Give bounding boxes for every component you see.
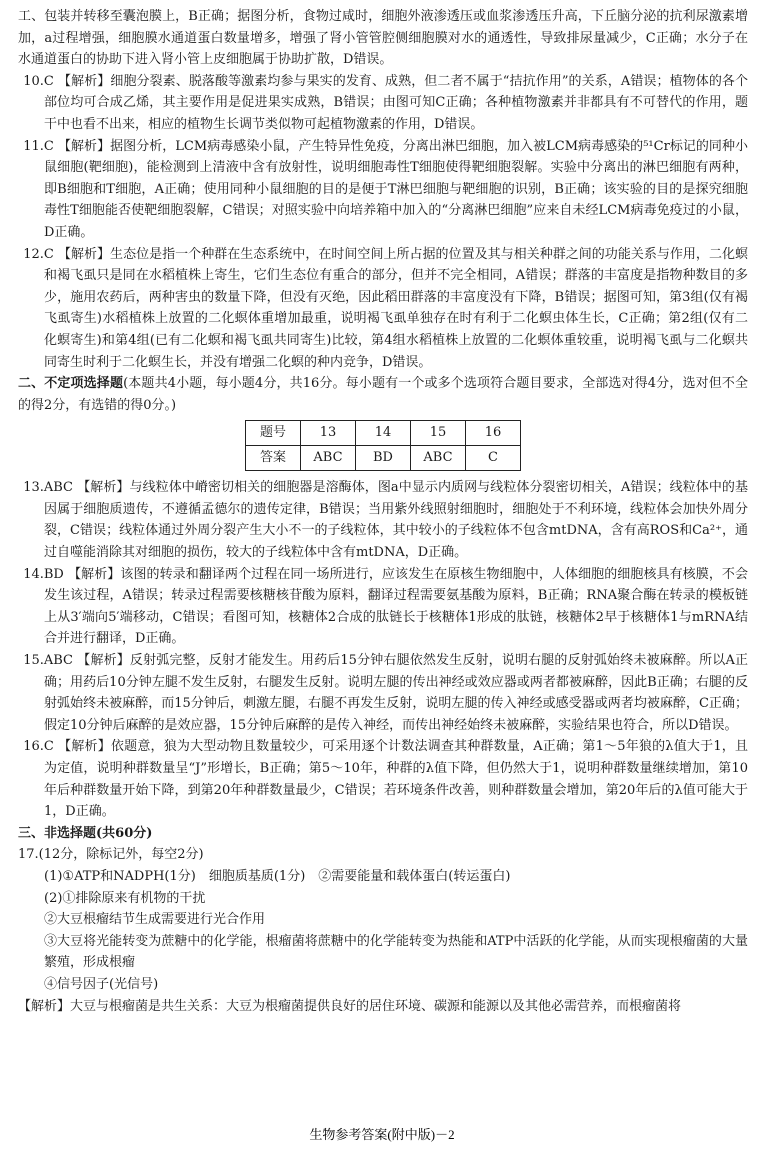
- answer-table-answer: ABC: [301, 446, 356, 471]
- q17-part1: (1)①ATP和NADPH(1分) 细胞质基质(1分) ②需要能量和载体蛋白(转运蛋白): [44, 868, 511, 884]
- para-q9-continued: 工、包装并转移至囊泡膜上，B正确；据图分析，食物过咸时，细胞外液渗透压或血浆渗透压升高，下丘脑分泌的抗利尿激素增加，a过程增强，细胞膜水通道蛋白数量增多，增强了肾小管管腔侧细胞膜对水的通透性，导致排尿量减少，C正确；水分子在水通道蛋白的协助下进入肾小管上皮细胞属于协助扩散，D错误。: [18, 9, 748, 68]
- answer-table-answer: BD: [356, 446, 411, 471]
- section-3-heading: 三、非选择题(共60分): [18, 825, 153, 841]
- q17-part2-3: ③大豆将光能转变为蔗糖中的化学能，根瘤菌将蔗糖中的化学能转变为热能和ATP中活跃的化学能，从而实现根瘤菌的大量繁殖，形成根瘤: [44, 933, 748, 971]
- answer-table-row-numbers: [246, 421, 521, 446]
- para-q14: 14.BD 【解析】该图的转录和翻译两个过程在同一场所进行，应该发生在原核生物细胞中，人体细胞的细胞核具有核膜，不会发生该过程，A错误；转录过程需要核糖核苷酸为原料，翻译过程需要氨基酸为原料，B正确；RNA聚合酶在转录的模板链上从3′端向5′端移动，C错误；看图可知，核糖体2合成的肽链长于核糖体1形成的肽链，核糖体2早于核糖体1与mRNA结合并进行翻译，D正确。: [23, 566, 748, 647]
- para-q16: 16.C 【解析】依题意，狼为大型动物且数量较少，可采用逐个计数法调查其种群数量，A正确；第1～5年狼的λ值大于1，且为定值，说明种群数量呈“J”形增长，B正确；第5～10年，种群的λ值下降，但仍然大于1，说明种群数量继续增加，第10年后种群数量开始下降，到第20年种群数量最少，C错误；若环境条件改善，则种群数量会增加，第20年后的λ值可能大于1，D正确。: [23, 739, 748, 820]
- q17-part2-1: (2)①排除原来有机物的干扰: [44, 890, 206, 906]
- answer-table: [245, 420, 521, 471]
- section-2-heading: [18, 373, 748, 416]
- answer-table-answer-label: 答案: [246, 446, 301, 471]
- q17-part2-2: ②大豆根瘤结节生成需要进行光合作用: [44, 912, 266, 928]
- answer-table-number: 15: [411, 421, 466, 446]
- para-q11: 11.C 【解析】据图分析，LCM病毒感染小鼠，产生特异性免疫，分离出淋巴细胞，加入被LCM病毒感染的⁵¹Cr标记的同种小鼠细胞(靶细胞)，能检测到上清液中含有放射性，说明细胞毒性T细胞使得靶细胞裂解。实验中分离出的淋巴细胞有两种，即B细胞和T细胞，A正确；使用同种小鼠细胞的目的是便于T淋巴细胞与靶细胞的识别，B正确；该实验的目的是探究细胞毒性T细胞能否使靶细胞裂解，C错误；对照实验中向培养箱中加入的“分离淋巴细胞”应来自未经LCM病毒免疫过的小鼠，D正确。: [23, 138, 748, 240]
- answer-table-number: 13: [301, 421, 356, 446]
- q17-part2-4: ④信号因子(光信号): [44, 976, 159, 992]
- answer-table-header-label: 题号: [246, 421, 301, 446]
- para-q12: 12.C 【解析】生态位是指一个种群在生态系统中，在时间空间上所占据的位置及其与相关种群之间的功能关系与作用，二化螟和褐飞虱只是同在水稻植株上寄生，它们生态位有重合的部分，但并不完全相同，A错误；群落的丰富度是指物种数目的多少，施用农药后，两种害虫的数量下降，但没有灭绝，因此稻田群落的丰富度没有下降，B错误；据图可知，第3组(仅有褐飞虱寄生)水稻植株上放置的二化螟体重增加最重，说明褐飞虱单独存在时有利于二化螟虫体生长，C正确；第2组(仅有二化螟寄生)和第4组(已有二化螟和褐飞虱共同寄生)比较，第4组水稻植株上放置的二化螟体重较重，说明褐飞虱与二化螟共同寄生时利于二化螟生长，并没有增强二化螟的种内竞争，D错误。: [23, 246, 748, 370]
- answer-table-number: 14: [356, 421, 411, 446]
- para-q10: 10.C 【解析】细胞分裂素、脱落酸等激素均参与果实的发育、成熟，但二者不属于“拮抗作用”的关系，A错误；植物体的各个部位均可合成乙烯，其主要作用是促进果实成熟，B错误；由图可知C正确；各种植物激素并非都具有不可替代的作用，题干中也看不出来，相应的植物生长调节类似物可起植物激素的作用，D错误。: [23, 73, 748, 132]
- para-q15: 15.ABC 【解析】反射弧完整，反射才能发生。用药后15分钟右腿依然发生反射，说明右腿的反射弧始终未被麻醉。所以A正确；用药后10分钟左腿不发生反射，右腿发生反射。说明左腿的传出神经或效应器或两者都被麻醉，因此B正确；右腿的反射弧始终未被麻醉，而15分钟后，刺激左腿，右腿不再发生反射，说明左腿的传入神经或感受器或两者均被麻醉，C正确；假定10分钟后麻醉的是效应器，15分钟后麻醉的是传入神经，而传出神经始终未被麻醉，实验结果也符合，所以D错误。: [23, 653, 748, 733]
- section-2-title: 二、不定项选择题: [18, 376, 124, 392]
- q17-heading: 17.(12分，除标记外，每空2分): [18, 847, 204, 863]
- answer-table-number: 16: [466, 421, 521, 446]
- answer-table-row-answers: [246, 446, 521, 471]
- section-2-desc: (本题共4小题，每小题4分，共16分。每小题有一个或多个选项符合题目要求，全部选对得4分，选对但不全的得2分，有选错的得0分。): [18, 376, 748, 413]
- para-q13: 13.ABC 【解析】与线粒体中嵴密切相关的细胞器是溶酶体，图a中显示内质网与线粒体分裂密切相关，A错误；线粒体中的基因属于细胞质遗传，不遵循孟德尔的遗传定律，B错误；当用紫外线照射细胞时，细胞处于不利环境，线粒体会加快外周分裂，C错误；线粒体通过外周分裂产生大小不一的子线粒体，其中较小的子线粒体不包含mtDNA，含有高ROS和Ca²⁺，通过自噬能消除其对细胞的损伤，较大的子线粒体中含有mtDNA，D正确。: [23, 480, 748, 561]
- page-footer: 生物参考答案(附中版)－2: [309, 1127, 455, 1142]
- answer-table-answer: C: [466, 446, 521, 471]
- q17-analysis: 【解析】大豆与根瘤菌是共生关系：大豆为根瘤菌提供良好的居住环境、碳源和能源以及其他必需营养，而根瘤菌将: [18, 998, 682, 1014]
- answer-table-answer: ABC: [411, 446, 466, 471]
